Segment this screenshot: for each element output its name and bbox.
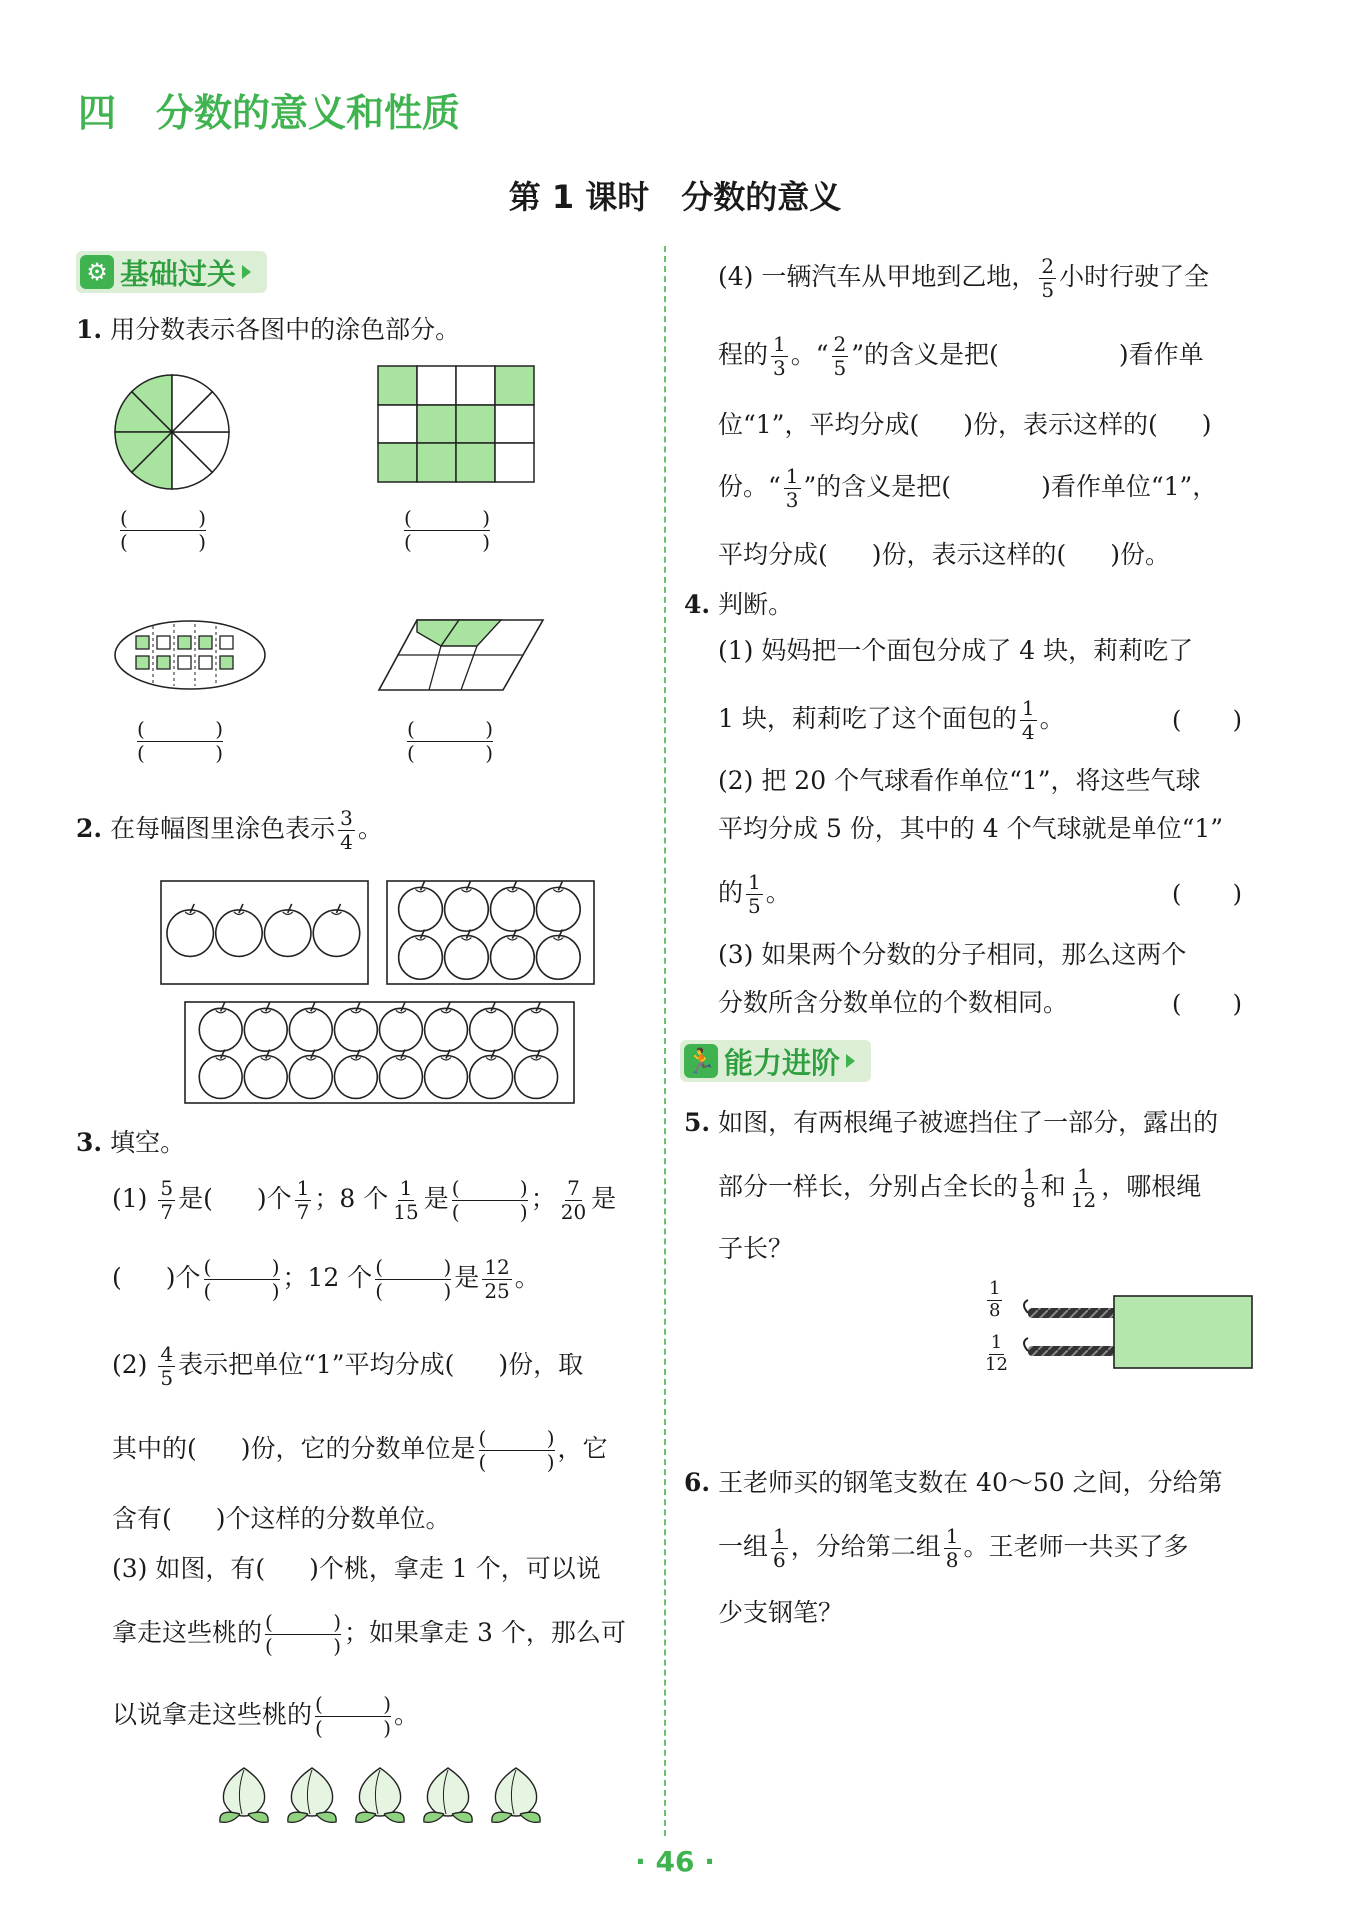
- question-text: 用分数表示各图中的涂色部分。: [110, 315, 461, 344]
- question-3-part-4-l3: 位“1”，平均分成( )份，表示这样的( ): [718, 410, 1212, 439]
- peach-icon: [288, 1768, 336, 1822]
- question-3-part-1-cont: ( )个 ( ) ( ) ；12 个 ( ) ( ) 是 $\frac{12}{25}$ 。: [112, 1255, 540, 1303]
- answer-fraction-blank[interactable]: ( ) ( ): [451, 1176, 528, 1224]
- fraction: $\frac{3}{4}$: [340, 806, 353, 854]
- apple-box-4[interactable]: [160, 880, 370, 986]
- question-4-part-1: (1) 妈妈把一个面包分成了 4 块，莉莉吃了: [718, 636, 1194, 665]
- answer-fraction-blank[interactable]: ( ) ( ): [407, 717, 493, 765]
- question-5: 5. 如图，有两根绳子被遮挡住了一部分，露出的: [684, 1108, 1219, 1137]
- question-1: [76, 313, 460, 347]
- peach-icon: [356, 1768, 404, 1822]
- lesson-title: 第 1 课时 分数的意义: [508, 178, 842, 216]
- section-label: 基础过关: [120, 256, 237, 291]
- question-6: 6. 王老师买的钢笔支数在 40～50 之间，分给第: [684, 1468, 1223, 1497]
- section-label: 能力进阶: [724, 1045, 841, 1080]
- circle-figure: [112, 372, 232, 492]
- question-5-l3: 子长？: [718, 1234, 794, 1263]
- question-4-part-2-l3: 的 $\frac{1}{5}$ 。: [718, 870, 791, 918]
- question-3: 3. 填空。: [76, 1128, 186, 1157]
- question-4: 4. 判断。: [684, 590, 794, 619]
- peach-icon: [220, 1768, 268, 1822]
- gear-icon: ⚙: [80, 255, 114, 289]
- question-2: 2. 在每幅图里涂色表示 $\frac{3}{4}$ 。: [76, 806, 383, 854]
- question-3-part-2-cont: 其中的( )份，它的分数单位是 ( ) ( ) ，它: [112, 1426, 608, 1474]
- arrow-icon: [846, 1054, 855, 1068]
- question-3-part-3-cont: 拿走这些桃的 ( ) ( ) ；如果拿走 3 个，那么可: [112, 1610, 626, 1658]
- unit-name: 分数的意义和性质: [156, 91, 461, 135]
- question-5-l2: 部分一样长，分别占全长的 $\frac{1}{8}$ 和 $\frac{1}{12}$ ，哪根绳: [718, 1164, 1202, 1212]
- question-3-part-2: (2) $\frac{4}{5}$ 表示把单位“1”平均分成( )份，取: [112, 1342, 584, 1390]
- question-4-part-2: (2) 把 20 个气球看作单位“1”，将这些气球: [718, 766, 1201, 795]
- unit-title: [78, 82, 460, 137]
- answer-fraction-blank[interactable]: ( ) ( ): [203, 1255, 280, 1303]
- answer-fraction-blank[interactable]: ( ) ( ): [265, 1610, 342, 1658]
- question-3-part-1: (1) $\frac{5}{7}$ 是( )个 $\frac{1}{7}$ ；8 个 $\frac{1}{15}$ 是 ( ) ( ) ； $\frac{7}{20}$ 是: [112, 1176, 617, 1224]
- judge-answer-box[interactable]: ( ): [1172, 706, 1242, 734]
- oval-cubes-figure: [112, 618, 268, 692]
- question-4-part-1-cont: 1 块，莉莉吃了这个面包的 $\frac{1}{4}$ 。: [718, 696, 1065, 744]
- question-3-part-4-l5: 平均分成( )份，表示这样的( )份。: [718, 540, 1171, 569]
- rope-figure: [1018, 1290, 1258, 1374]
- question-3-part-4-l4: 份。“ $\frac{1}{3}$ ”的含义是把( )看作单位“1”，: [718, 464, 1218, 512]
- question-3-part-4: (4) 一辆汽车从甲地到乙地， $\frac{2}{5}$ 小时行驶了全: [718, 254, 1210, 302]
- answer-fraction-blank[interactable]: ( ) ( ): [315, 1692, 392, 1740]
- apple-box-16[interactable]: [184, 1001, 576, 1105]
- question-3-part-2-end: 含有( )个这样的分数单位。: [112, 1504, 451, 1533]
- answer-fraction-blank[interactable]: ( ) ( ): [478, 1426, 555, 1474]
- question-4-part-2-l2: 平均分成 5 份，其中的 4 个气球就是单位“1”: [718, 814, 1224, 843]
- question-6-l2: 一组 $\frac{1}{6}$ ，分给第二组 $\frac{1}{8}$ 。王老师一共买了多: [718, 1524, 1189, 1572]
- judge-answer-box[interactable]: ( ): [1172, 880, 1242, 908]
- question-4-part-3: (3) 如果两个分数的分子相同，那么这两个: [718, 940, 1187, 969]
- question-6-l3: 少支钢笔？: [718, 1598, 844, 1627]
- question-number: 1.: [76, 315, 103, 344]
- rope-label-2: $\frac{1}{12}$: [985, 1332, 1008, 1375]
- cover-box: [1114, 1296, 1252, 1368]
- question-4-part-3-l2: 分数所含分数单位的个数相同。: [718, 988, 1069, 1017]
- question-3-part-3: (3) 如图，有( )个桃，拿走 1 个，可以说: [112, 1554, 601, 1583]
- arrow-icon: [242, 265, 251, 279]
- answer-fraction-blank[interactable]: ( ) ( ): [404, 506, 490, 554]
- rope-label-1: $\frac{1}{8}$: [989, 1278, 1001, 1321]
- answer-fraction-blank[interactable]: ( ) ( ): [137, 717, 223, 765]
- peach-icon: [492, 1768, 540, 1822]
- section-tag-advanced: [680, 1040, 871, 1082]
- parallelogram-figure: [377, 618, 545, 692]
- question-3-part-3-end: 以说拿走这些桃的 ( ) ( ) 。: [112, 1692, 420, 1740]
- question-3-part-4-l2: 程的 $\frac{1}{3}$ 。“ $\frac{2}{5}$ ”的含义是把( )看作单: [718, 332, 1204, 380]
- runner-icon: 🏃: [684, 1044, 718, 1078]
- grid-figure: [377, 365, 535, 483]
- unit-number: 四: [78, 91, 117, 135]
- column-divider: [664, 246, 666, 1836]
- peach-icon: [424, 1768, 472, 1822]
- apple-box-8[interactable]: [386, 880, 596, 986]
- section-tag-basic: [76, 251, 267, 293]
- answer-fraction-blank[interactable]: ( ) ( ): [120, 506, 206, 554]
- page-number: · 46 ·: [635, 1845, 715, 1878]
- judge-answer-box[interactable]: ( ): [1172, 990, 1242, 1018]
- peaches-figure: [212, 1764, 548, 1830]
- answer-fraction-blank[interactable]: ( ) ( ): [375, 1255, 452, 1303]
